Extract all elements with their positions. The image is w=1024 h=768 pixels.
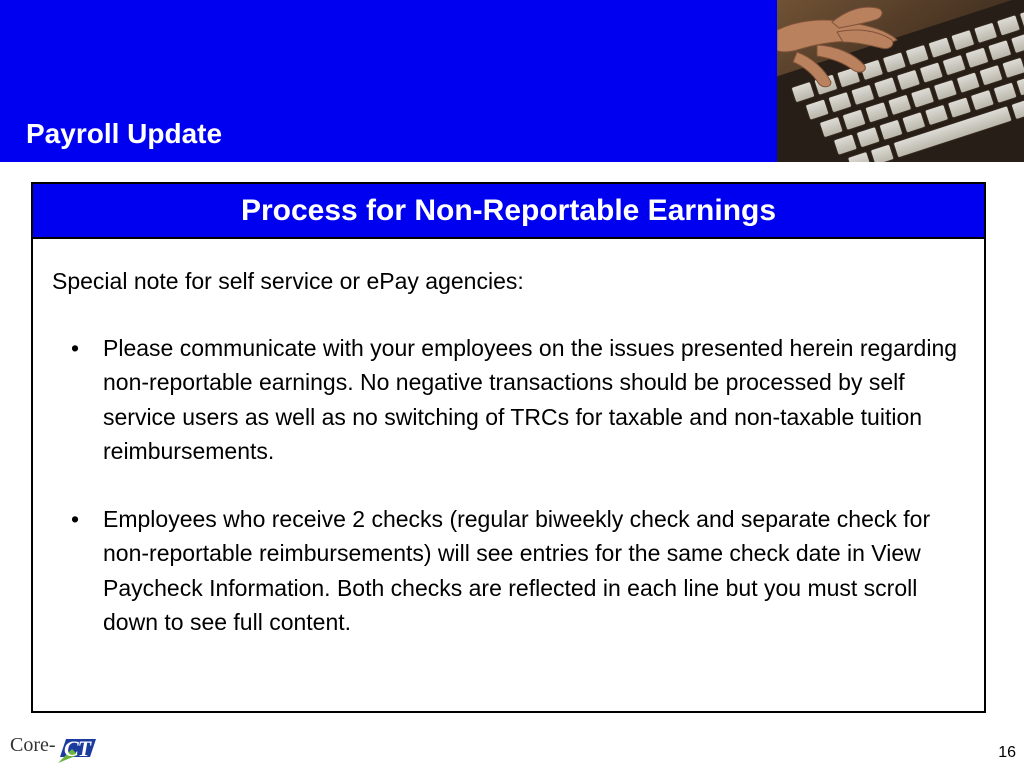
slide-title: Payroll Update: [26, 118, 223, 149]
bullet-text: Employees who receive 2 checks (regular biweekly check and separate check for non-reportable reimbursements) will see entries for the same check date in View Paycheck Information. Both checks are reflected in each line but you must scroll down to see full content.: [103, 506, 931, 636]
bullet-item: [33, 502, 988, 639]
bullet-marker: •: [71, 506, 80, 533]
core-ct-logo: [10, 734, 100, 764]
intro-text: Special note for self service or ePay agencies:: [52, 268, 524, 294]
header-band: [0, 0, 777, 162]
bullet-text: Please communicate with your employees on the issues presented herein regarding non-reportable earnings. No negative transactions should be processed by self service users as well as no switching of TRCs for taxable and non-taxable tuition reimbursements.: [103, 335, 958, 464]
box-title: Process for Non-Reportable Earnings: [240, 193, 777, 227]
logo-ct-text: CT: [64, 736, 91, 761]
logo-core-text: Core-: [10, 734, 56, 756]
logo-ct-mark: [58, 737, 98, 759]
bullet-list: [33, 331, 988, 673]
bullet-marker: •: [71, 335, 80, 361]
keyboard-hands-photo: [777, 0, 1024, 162]
box-header: [33, 184, 984, 239]
bullet-item: [33, 331, 988, 468]
page-number: 16: [998, 744, 1016, 761]
content-box: [31, 182, 986, 713]
